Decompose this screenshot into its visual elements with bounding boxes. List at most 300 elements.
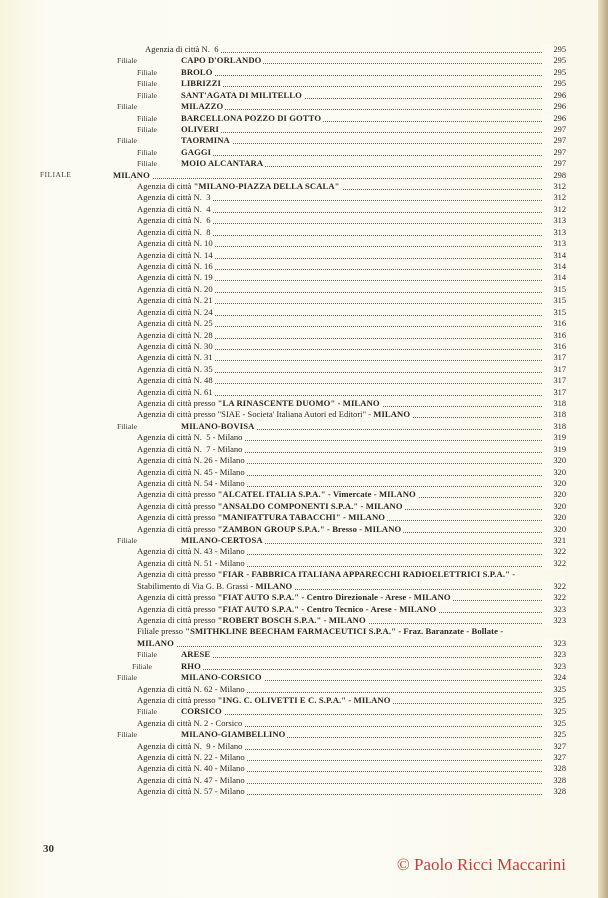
entry-title	[137, 227, 558, 238]
entry-title	[181, 67, 558, 78]
entry-page-number: 317	[542, 375, 566, 386]
toc-entry	[0, 649, 598, 660]
toc-entry	[0, 181, 598, 192]
toc-entry	[0, 55, 598, 66]
entry-text: Agenzia di città N. 22 - Milano	[137, 752, 245, 763]
entry-type-label: Filiale	[137, 650, 157, 660]
entry-page-number: 322	[542, 581, 566, 592]
toc-entry	[0, 786, 598, 797]
toc-entry	[0, 375, 598, 386]
entry-name: "FIAT AUTO S.P.A." - Centro Direzionale - Arese - MILANO	[217, 592, 451, 603]
dot-leader	[181, 142, 558, 144]
entry-text: Agenzia di città N. 24	[137, 306, 213, 317]
entry-page-number: 318	[542, 421, 566, 432]
entry-page-number: 315	[542, 284, 566, 295]
toc-entry	[0, 44, 598, 55]
toc-entry	[0, 352, 598, 363]
entry-type-label: Filiale	[137, 707, 157, 717]
entry-title	[181, 729, 558, 740]
entry-page-number: 321	[542, 535, 566, 546]
entry-title	[181, 158, 558, 169]
toc-entry	[0, 638, 598, 649]
entry-title	[137, 501, 558, 512]
entry-title	[137, 718, 558, 729]
entry-title	[137, 341, 558, 352]
entry-page-number: 295	[542, 55, 566, 66]
entry-name: SANT'AGATA DI MILITELLO	[181, 89, 302, 100]
entry-type-label: Filiale	[117, 536, 137, 546]
entry-name: BROLO	[181, 66, 213, 77]
entry-page-number: 324	[542, 672, 566, 683]
entry-type-label: Filiale	[132, 661, 152, 671]
toc-entry	[0, 432, 598, 443]
entry-text: Agenzia di città N. 21	[137, 295, 213, 306]
entry-name: "FIAT AUTO S.P.A." - Centro Tecnico - Arese - MILANO	[217, 603, 437, 614]
entry-title	[181, 661, 558, 672]
entry-title	[137, 352, 558, 363]
copyright-watermark: © Paolo Ricci Maccarini	[396, 855, 566, 874]
entry-name: "ROBERT BOSCH S.P.A." - MILANO	[217, 615, 366, 625]
entry-page-number: 327	[542, 741, 566, 752]
entry-type-label: Filiale	[117, 730, 137, 740]
dot-leader	[181, 74, 558, 76]
toc-entry	[0, 501, 598, 512]
entry-type-label: Filiale	[117, 421, 137, 431]
entry-name: CORSICO	[181, 706, 222, 717]
entry-text: Agenzia di città presso	[137, 512, 218, 523]
toc-entry	[0, 763, 598, 774]
entry-title	[137, 546, 558, 557]
entry-title	[137, 181, 558, 192]
entry-text: Agenzia di città presso	[137, 523, 218, 534]
entry-text: Agenzia di città N. 5 - Milano	[137, 432, 243, 443]
entry-name: CAPO D'ORLANDO	[181, 55, 262, 66]
entry-text: Agenzia di città N. 25	[137, 318, 213, 329]
book-spine-edge	[598, 0, 608, 898]
entry-title	[181, 147, 558, 158]
entry-page-number: 322	[542, 546, 566, 557]
entry-page-number: 296	[542, 113, 566, 124]
entry-page-number: 316	[542, 330, 566, 341]
entry-page-number: 297	[542, 124, 566, 135]
entry-text: Stabilimento di Via G. B. Grassi -	[137, 580, 256, 591]
toc-entry	[0, 512, 598, 523]
entry-title	[181, 421, 558, 432]
entry-text: Agenzia di città N. 8	[137, 226, 211, 237]
toc-entry	[0, 238, 598, 249]
entry-page-number: 328	[542, 763, 566, 774]
entry-title	[181, 78, 558, 89]
toc-entry	[0, 706, 598, 717]
entry-page-number: 316	[542, 341, 566, 352]
toc-entry	[0, 101, 598, 112]
toc-entry	[0, 147, 598, 158]
entry-type-label: Filiale	[117, 673, 137, 683]
entry-text: Agenzia di città N. 6	[145, 44, 219, 54]
entry-title	[137, 695, 558, 706]
entry-name: MILANO	[113, 169, 150, 180]
toc-entry	[0, 467, 598, 478]
entry-title	[137, 558, 558, 569]
toc-entry	[0, 170, 598, 181]
toc-entry	[0, 718, 598, 729]
entry-title	[137, 512, 558, 523]
entry-page-number: 322	[542, 558, 566, 569]
entry-title	[181, 55, 558, 66]
entry-title	[137, 444, 558, 455]
entry-page-number: 317	[542, 387, 566, 398]
entry-name: "ANSALDO COMPONENTI S.P.A." - MILANO	[217, 500, 403, 511]
entry-text: Agenzia di città N. 57 - Milano	[137, 786, 245, 797]
entry-title	[137, 467, 558, 478]
entry-title	[137, 375, 558, 386]
entry-name: BARCELLONA POZZO DI GOTTO	[181, 112, 322, 123]
entry-title	[113, 170, 558, 181]
toc-entry	[0, 192, 598, 203]
toc-entry	[0, 124, 598, 135]
page-number: 30	[43, 843, 54, 855]
entry-text: Agenzia di città N. 7 - Milano	[137, 443, 243, 454]
dot-leader	[181, 656, 558, 658]
entry-page-number: 325	[542, 684, 566, 695]
toc-entry	[0, 455, 598, 466]
dot-leader	[181, 108, 558, 110]
entry-page-number: 312	[542, 204, 566, 215]
entry-name: MILANO-CERTOSA	[181, 535, 263, 546]
entry-page-number: 312	[542, 181, 566, 192]
toc-entry	[0, 204, 598, 215]
toc-entry	[0, 558, 598, 569]
entry-text: Agenzia di città N. 48	[137, 375, 213, 386]
toc-entry	[0, 695, 598, 706]
toc-entry	[0, 387, 598, 398]
toc-entry	[0, 661, 598, 672]
entry-page-number: 320	[542, 524, 566, 535]
toc-entry	[0, 535, 598, 546]
entry-title	[181, 706, 558, 717]
toc-entry	[0, 684, 598, 695]
entry-name: ARESE	[181, 649, 211, 660]
dot-leader	[181, 85, 558, 87]
toc-entry	[0, 364, 598, 375]
entry-page-number: 317	[542, 352, 566, 363]
entry-title	[137, 261, 558, 272]
entry-type-label: Filiale	[117, 56, 137, 66]
entry-title	[137, 272, 558, 283]
entry-title	[137, 524, 558, 535]
entry-page-number: 297	[542, 158, 566, 169]
entry-title	[137, 455, 558, 466]
dot-leader	[181, 668, 558, 670]
entry-title	[137, 330, 558, 341]
toc-entry	[0, 478, 598, 489]
entry-title	[137, 478, 558, 489]
toc-entry	[0, 604, 598, 615]
toc-entry	[0, 227, 598, 238]
entry-page-number: 318	[542, 398, 566, 409]
entry-text: Filiale presso	[137, 626, 186, 637]
entry-text: Agenzia di città presso "SIAE - Societa' Italiana Autori ed Editori" -	[137, 409, 374, 420]
entry-title	[137, 581, 558, 592]
entry-text: Agenzia di città N. 14	[137, 249, 213, 260]
entry-title	[137, 284, 558, 295]
entry-title	[137, 432, 558, 443]
entry-name: "MANIFATTURA TABACCHI" - MILANO	[217, 512, 386, 523]
toc-entry	[0, 741, 598, 752]
entry-name: RHO	[181, 660, 201, 671]
toc-entry	[0, 752, 598, 763]
entry-text: Agenzia di città N. 30	[137, 340, 213, 351]
toc-entry	[0, 524, 598, 535]
toc-entry	[0, 729, 598, 740]
toc-entry	[0, 398, 598, 409]
entry-title	[137, 250, 558, 261]
entry-text: Agenzia di città N. 28	[137, 329, 213, 340]
entry-page-number: 320	[542, 501, 566, 512]
entry-name: LIBRIZZI	[181, 78, 221, 89]
toc-entry	[0, 775, 598, 786]
toc-entry	[0, 672, 598, 683]
entry-page-number: 328	[542, 775, 566, 786]
entry-text: Agenzia di città N. 61	[137, 386, 213, 397]
toc-entry	[0, 626, 598, 637]
toc-entry	[0, 421, 598, 432]
entry-type-label: Filiale	[137, 67, 157, 77]
entry-name: "ALCATEL ITALIA S.P.A." - Vimercate - MILANO	[217, 489, 416, 500]
entry-text: Agenzia di città N. 47 - Milano	[137, 774, 245, 785]
entry-text: Agenzia di città N. 9 - Milano	[137, 740, 243, 751]
entry-title	[137, 204, 558, 215]
entry-page-number: 313	[542, 238, 566, 249]
entry-title	[137, 592, 558, 603]
toc-entry	[0, 569, 598, 580]
entry-text: Agenzia di città presso	[137, 615, 218, 625]
entry-page-number: 313	[542, 215, 566, 226]
entry-text: Agenzia di città presso	[137, 489, 218, 500]
entry-title	[137, 489, 558, 500]
entry-title	[137, 409, 558, 420]
entry-title	[137, 307, 558, 318]
toc-entry	[0, 215, 598, 226]
entry-page-number: 295	[542, 44, 566, 55]
entry-title	[137, 763, 558, 774]
entry-text: Agenzia di città N. 31	[137, 352, 213, 363]
entry-text: Agenzia di città N. 2 - Corsico	[137, 717, 243, 728]
entry-text: Agenzia di città presso	[137, 398, 218, 409]
entry-text: Agenzia di città N. 4	[137, 203, 211, 214]
entry-type-label: FILIALE	[40, 170, 72, 179]
entry-text: Agenzia di città N. 35	[137, 363, 213, 374]
entry-page-number: 325	[542, 706, 566, 717]
entry-name: "FIAR - FABBRICA ITALIANA APPARECCHI RADIOELETTRICI S.P.A." -	[217, 569, 516, 580]
entry-page-number: 314	[542, 272, 566, 283]
entry-text: Agenzia di città N. 54 - Milano	[137, 477, 245, 488]
dot-leader	[137, 645, 558, 647]
toc-entry	[0, 67, 598, 78]
entry-title	[137, 741, 558, 752]
entry-text: Agenzia di città N. 16	[137, 260, 213, 271]
toc-entry	[0, 272, 598, 283]
entry-name: MILANO-GIAMBELLINO	[181, 729, 286, 740]
entry-title	[181, 649, 558, 660]
entry-title	[137, 215, 558, 226]
entry-type-label: Filiale	[137, 147, 157, 157]
entry-title	[181, 124, 558, 135]
toc-entry	[0, 90, 598, 101]
toc-entry	[0, 592, 598, 603]
dot-leader	[181, 154, 558, 156]
entry-title	[181, 672, 558, 683]
entry-page-number: 314	[542, 261, 566, 272]
entry-name: MOIO ALCANTARA	[181, 158, 264, 169]
entry-name: "MILANO-PIAZZA DELLA SCALA"	[193, 181, 340, 192]
entry-type-label: Filiale	[117, 102, 137, 112]
entry-text: Agenzia di città N. 62 - Milano	[137, 683, 245, 694]
entry-title	[137, 192, 558, 203]
entry-text: Agenzia di città presso	[137, 569, 218, 580]
entry-text: Agenzia di città N. 20	[137, 283, 213, 294]
toc-entry	[0, 307, 598, 318]
entry-page-number: 317	[542, 364, 566, 375]
entry-text: Agenzia di città	[137, 181, 194, 192]
entry-title	[137, 752, 558, 763]
entry-page-number: 297	[542, 147, 566, 158]
entry-name: "LA RINASCENTE DUOMO" - MILANO	[217, 398, 380, 409]
toc-entry	[0, 135, 598, 146]
entry-type-label: Filiale	[117, 136, 137, 146]
entry-page-number: 322	[542, 592, 566, 603]
toc-entry	[0, 341, 598, 352]
entry-page-number: 314	[542, 250, 566, 261]
entry-text: Agenzia di città N. 3	[137, 192, 211, 203]
entry-page-number: 318	[542, 409, 566, 420]
entry-page-number: 316	[542, 318, 566, 329]
entry-text: Agenzia di città N. 43 - Milano	[137, 546, 245, 557]
toc-entry	[0, 158, 598, 169]
entry-page-number: 328	[542, 786, 566, 797]
entry-title	[137, 569, 558, 580]
entry-page-number: 320	[542, 478, 566, 489]
entry-name: MILANO-BOVISA	[181, 420, 255, 431]
entry-name: GAGGI	[181, 146, 212, 157]
toc-entry	[0, 318, 598, 329]
entry-title	[137, 387, 558, 398]
entry-page-number: 320	[542, 512, 566, 523]
entry-page-number: 320	[542, 455, 566, 466]
entry-name: "ZAMBON GROUP S.P.A." - Bresso - MILANO	[217, 523, 402, 534]
entry-type-label: Filiale	[137, 79, 157, 89]
toc-entry	[0, 295, 598, 306]
entry-title	[137, 638, 558, 649]
entry-page-number: 313	[542, 227, 566, 238]
entry-type-label: Filiale	[137, 113, 157, 123]
entry-page-number: 295	[542, 67, 566, 78]
entry-name: OLIVERI	[181, 123, 219, 134]
entry-text: Agenzia di città N. 51 - Milano	[137, 557, 245, 568]
entry-page-number: 323	[542, 661, 566, 672]
entry-name: MILANO-CORSICO	[181, 672, 262, 683]
entry-text: Agenzia di città presso	[137, 592, 218, 603]
entry-title	[137, 295, 558, 306]
entry-title	[137, 615, 558, 626]
dot-leader	[113, 177, 558, 179]
entry-title	[137, 684, 558, 695]
dot-leader	[181, 131, 558, 133]
toc-entry	[0, 284, 598, 295]
entry-title	[181, 113, 558, 124]
entry-name: TAORMINA	[181, 135, 230, 146]
toc-entry	[0, 78, 598, 89]
toc-entry	[0, 615, 598, 626]
entry-name: "SMITHKLINE BEECHAM FARMACEUTICI S.P.A." - Fraz. Baranzate - Bollate -	[185, 626, 504, 637]
entry-title	[145, 44, 558, 55]
entry-page-number: 325	[542, 695, 566, 706]
dot-leader	[181, 713, 558, 715]
entry-page-number: 319	[542, 444, 566, 455]
entry-title	[181, 101, 558, 112]
entry-title	[137, 626, 558, 637]
entry-page-number: 320	[542, 489, 566, 500]
entry-page-number: 312	[542, 192, 566, 203]
entry-text: Agenzia di città presso	[137, 603, 218, 614]
entry-text: Agenzia di città N. 45 - Milano	[137, 466, 245, 477]
toc-entry	[0, 581, 598, 592]
entry-page-number: 323	[542, 638, 566, 649]
entry-title	[137, 604, 558, 615]
entry-page-number: 327	[542, 752, 566, 763]
entry-title	[181, 90, 558, 101]
toc-entry	[0, 330, 598, 341]
entry-type-label: Filiale	[137, 124, 157, 134]
toc-entry	[0, 489, 598, 500]
toc-entry	[0, 250, 598, 261]
entry-title	[181, 135, 558, 146]
entry-title	[137, 398, 558, 409]
entry-page-number: 295	[542, 78, 566, 89]
entry-page-number: 323	[542, 615, 566, 626]
toc-entry	[0, 409, 598, 420]
entry-text: Agenzia di città N. 10	[137, 238, 213, 249]
entry-name: MILANO	[137, 637, 174, 648]
entry-title	[137, 786, 558, 797]
entry-title	[137, 775, 558, 786]
entry-text: Agenzia di città N. 26 - Milano	[137, 455, 245, 466]
entry-page-number: 323	[542, 604, 566, 615]
entry-title	[181, 535, 558, 546]
entry-text: Agenzia di città presso	[137, 500, 218, 511]
toc-entry	[0, 113, 598, 124]
entry-text: Agenzia di città presso	[137, 694, 218, 705]
entry-title	[137, 364, 558, 375]
entry-page-number: 315	[542, 295, 566, 306]
entry-type-label: Filiale	[137, 90, 157, 100]
entry-name: MILANO	[373, 409, 411, 420]
entry-text: Agenzia di città N. 19	[137, 272, 213, 283]
entry-title	[137, 238, 558, 249]
entry-text: Agenzia di città N. 6	[137, 215, 211, 226]
entry-page-number: 297	[542, 135, 566, 146]
entry-text: Agenzia di città N. 40 - Milano	[137, 763, 245, 774]
entry-page-number: 315	[542, 307, 566, 318]
entry-name: "ING. C. OLIVETTI E C. S.P.A." - MILANO	[217, 694, 391, 705]
entry-type-label: Filiale	[137, 159, 157, 169]
entry-page-number: 296	[542, 101, 566, 112]
entry-page-number: 298	[542, 170, 566, 181]
toc-entry	[0, 261, 598, 272]
entry-page-number: 296	[542, 90, 566, 101]
entry-page-number: 320	[542, 467, 566, 478]
toc-entry	[0, 546, 598, 557]
